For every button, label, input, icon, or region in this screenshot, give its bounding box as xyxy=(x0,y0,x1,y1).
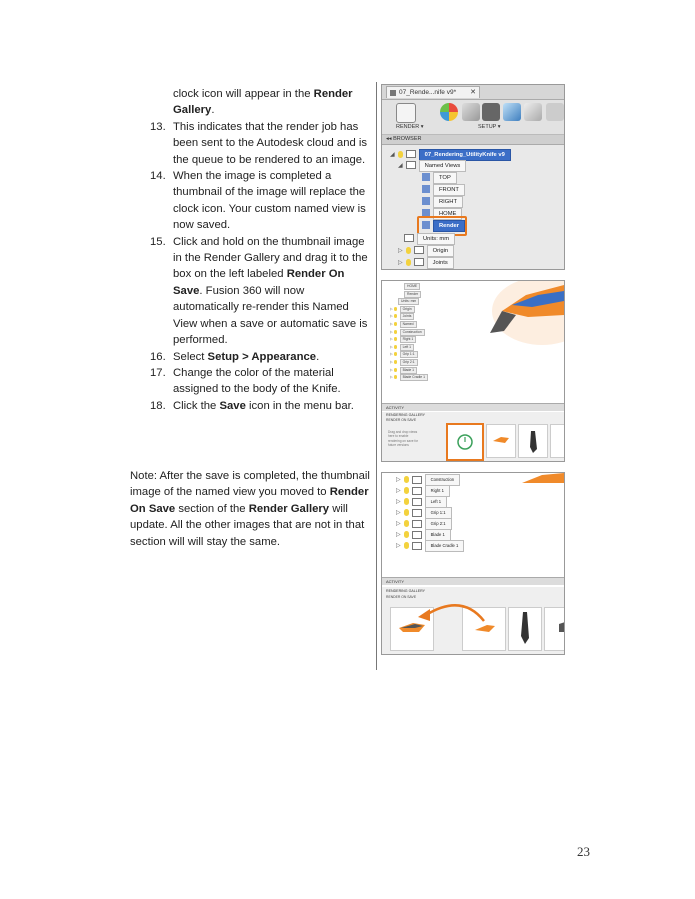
step-17 xyxy=(130,365,370,398)
tree-row-grip-2[interactable] xyxy=(396,518,452,528)
component-icon xyxy=(412,520,422,528)
render-menu-label[interactable]: RENDER ▾ xyxy=(396,124,424,130)
mini-tree-label[interactable]: Blade 1 xyxy=(400,367,418,374)
component-icon xyxy=(412,509,422,517)
activity-label: ACTIVITY xyxy=(386,579,405,584)
expand-icon[interactable]: ▷ xyxy=(396,499,401,505)
document-icon xyxy=(390,90,396,96)
named-view-label[interactable]: HOME xyxy=(433,208,462,220)
named-view-label[interactable]: Render xyxy=(433,220,465,232)
joints-label[interactable]: Joints xyxy=(427,257,454,269)
activity-bar[interactable] xyxy=(382,577,564,585)
visibility-bulb-icon[interactable] xyxy=(406,247,411,254)
visibility-bulb-icon[interactable] xyxy=(394,322,397,326)
origin-folder[interactable] xyxy=(398,245,454,255)
visibility-bulb-icon[interactable] xyxy=(404,498,409,505)
named-view-label[interactable]: FRONT xyxy=(433,184,465,196)
named-view-icon xyxy=(422,185,430,193)
expand-icon[interactable]: ▷ xyxy=(396,543,401,549)
rendering-gallery-title: RENDERING GALLERY xyxy=(386,589,426,593)
document-tab-title: 07_Rende...nife v9* xyxy=(399,89,457,96)
setup-menu-label[interactable]: SETUP ▾ xyxy=(478,124,501,130)
step-16 xyxy=(130,349,370,365)
expand-icon[interactable]: ▷ xyxy=(398,260,403,266)
step-15 xyxy=(130,234,370,349)
mini-tree-label[interactable]: Units: mm xyxy=(398,298,419,305)
named-views-folder[interactable] xyxy=(398,160,466,170)
visibility-bulb-icon[interactable] xyxy=(404,509,409,516)
named-view-label[interactable]: RIGHT xyxy=(433,196,463,208)
visibility-bulb-icon[interactable] xyxy=(404,476,409,483)
expand-icon[interactable]: ▷ xyxy=(396,477,401,483)
tree-row-right-1[interactable] xyxy=(396,485,450,495)
column-divider xyxy=(376,82,377,670)
note-bold: Render Gallery xyxy=(248,502,330,515)
component-icon xyxy=(406,150,416,158)
component-icon xyxy=(412,542,422,550)
step-12-tail: . xyxy=(211,104,215,117)
mini-browser-tree xyxy=(390,283,428,382)
step-text: Change the color of the material assigned to the body of the Knife. xyxy=(173,366,341,396)
origin-label[interactable]: Origin xyxy=(427,245,454,257)
named-view-icon xyxy=(422,173,430,181)
expand-icon[interactable]: ◢ xyxy=(398,163,403,169)
tree-label[interactable]: Right 1 xyxy=(425,485,450,497)
render-on-save-label: RENDER ON SAVE xyxy=(386,418,417,422)
joints-folder[interactable] xyxy=(398,257,454,267)
expand-icon[interactable]: ▷ xyxy=(396,521,401,527)
clock-icon xyxy=(448,425,482,459)
step-12-continuation xyxy=(130,86,370,119)
tree-row-grip-1[interactable] xyxy=(396,507,452,517)
folder-icon xyxy=(406,161,416,169)
step-text: Click and hold on the thumbnail image in the Render Gallery and drag it to the box on the left labeled xyxy=(173,235,368,281)
step-14 xyxy=(130,168,370,234)
render-thumbnail[interactable] xyxy=(550,424,565,458)
rendering-gallery-title: RENDERING GALLERY xyxy=(386,413,426,417)
step-number: 13. xyxy=(150,120,166,133)
step-text-tail: . Fusion 360 will now automatically re-render this Named View when a save or automatic save is performed. xyxy=(173,284,368,347)
visibility-bulb-icon[interactable] xyxy=(394,360,397,364)
expand-icon[interactable]: ▷ xyxy=(398,248,403,254)
expand-icon[interactable]: ▷ xyxy=(396,488,401,494)
collapse-icon[interactable]: ◂◂ xyxy=(386,136,394,142)
mini-tree-label[interactable]: Construction xyxy=(400,329,425,336)
step-text-tail: icon in the menu bar. xyxy=(245,399,354,412)
tree-row-left-1[interactable] xyxy=(396,496,447,506)
mini-tree-label[interactable]: Origin xyxy=(400,306,415,313)
browser-header xyxy=(382,135,564,145)
mini-tree-row[interactable] xyxy=(390,283,428,291)
expand-icon[interactable]: ▷ xyxy=(396,532,401,538)
note-text: section of the xyxy=(175,502,249,515)
mini-tree-label[interactable]: Left 1 xyxy=(400,344,414,351)
step-text: This indicates that the render job has been sent to the Autodesk cloud and is the queue to be rendered to an image. xyxy=(173,120,368,166)
note-paragraph xyxy=(130,468,370,550)
step-bold: Render On Save xyxy=(173,268,345,297)
render-thumbnail[interactable] xyxy=(518,424,548,458)
visibility-bulb-icon[interactable] xyxy=(394,345,397,349)
mini-tree-row[interactable]: ▷ Blade Cradle 1 xyxy=(390,374,428,382)
note-text: will update. All the other images that are not in that section will will stay the same. xyxy=(130,502,365,548)
visibility-bulb-icon[interactable] xyxy=(394,307,397,311)
component-icon xyxy=(412,487,422,495)
expand-icon[interactable]: ◢ xyxy=(390,152,395,158)
mini-tree-row[interactable]: ▷ Right 1 xyxy=(390,336,428,344)
render-in-progress-thumbnail[interactable] xyxy=(446,423,484,461)
mini-tree-label[interactable]: Grip 1:1 xyxy=(400,351,418,358)
component-icon xyxy=(412,498,422,506)
texture-map-icon[interactable] xyxy=(546,103,564,121)
mini-tree-row[interactable] xyxy=(390,298,428,306)
expand-icon[interactable]: ▷ xyxy=(396,510,401,516)
step-18 xyxy=(130,398,370,414)
activity-label: ACTIVITY xyxy=(386,405,405,410)
activity-bar[interactable] xyxy=(382,403,564,411)
named-view-top[interactable] xyxy=(422,172,457,182)
instruction-text xyxy=(130,86,370,414)
mini-tree-row[interactable]: ▷ Named xyxy=(390,321,428,329)
rendering-gallery xyxy=(382,412,564,461)
render-thumbnail[interactable] xyxy=(508,607,542,651)
document-tab[interactable] xyxy=(386,86,480,98)
render-workspace-icon[interactable] xyxy=(396,103,416,123)
named-view-front[interactable] xyxy=(422,184,465,194)
screenshot-browser-named-views xyxy=(381,84,565,270)
tree-label[interactable]: Grip 2:1 xyxy=(425,518,452,530)
drag-arrow-icon xyxy=(412,591,492,631)
step-text: Select xyxy=(173,350,208,363)
utility-knife-model xyxy=(482,281,564,359)
visibility-bulb-icon[interactable] xyxy=(406,259,411,266)
render-thumbnail[interactable] xyxy=(486,424,516,458)
tree-row-blade-1[interactable] xyxy=(396,529,451,539)
tree-label[interactable]: Grip 1:1 xyxy=(425,507,452,519)
mini-tree-label[interactable]: Blade Cradle 1 xyxy=(400,374,428,381)
decal-icon[interactable] xyxy=(524,103,542,121)
tree-label[interactable]: Left 1 xyxy=(425,496,447,508)
step-text: Click the xyxy=(173,399,220,412)
close-icon[interactable]: ✕ xyxy=(470,89,476,96)
visibility-bulb-icon[interactable] xyxy=(394,337,397,341)
visibility-bulb-icon[interactable] xyxy=(394,352,397,356)
mini-tree-label[interactable]: HOME xyxy=(404,283,420,290)
units-row[interactable] xyxy=(404,233,455,243)
step-bold: Setup > Appearance xyxy=(207,350,317,363)
step-number: 17. xyxy=(150,366,166,379)
step-text: When the image is completed a thumbnail of the image will replace the clock icon. Your custom named view is now saved. xyxy=(173,170,366,232)
step-list xyxy=(130,119,370,414)
step-text-tail: . xyxy=(316,350,320,363)
mini-tree-row[interactable]: ▷ Joints xyxy=(390,313,428,321)
screenshot-render-gallery-clock xyxy=(381,280,565,462)
mini-tree-row[interactable]: ▷ Grip 1:1 xyxy=(390,351,428,359)
visibility-bulb-icon[interactable] xyxy=(404,542,409,549)
camera-icon[interactable] xyxy=(482,103,500,121)
environment-icon[interactable] xyxy=(503,103,521,121)
scene-settings-icon[interactable] xyxy=(462,103,480,121)
tree-label[interactable]: Blade 1 xyxy=(425,529,451,541)
visibility-bulb-icon[interactable] xyxy=(398,151,403,158)
screenshot-render-on-save-drag xyxy=(381,472,565,655)
note-bold: Render On Save xyxy=(130,486,369,515)
render-thumbnail[interactable] xyxy=(544,607,565,651)
visibility-bulb-icon[interactable] xyxy=(394,368,397,372)
step-number: 15. xyxy=(150,235,166,248)
appearance-icon[interactable] xyxy=(440,103,458,121)
step-bold: Save xyxy=(219,399,246,412)
visibility-bulb-icon[interactable] xyxy=(404,487,409,494)
folder-icon xyxy=(414,258,424,266)
visibility-bulb-icon[interactable] xyxy=(394,314,397,318)
folder-icon xyxy=(414,246,424,254)
note-text: Note: After the save is completed, the thumbnail image of the named view you moved to xyxy=(130,470,370,499)
knife-model-partial xyxy=(522,473,564,487)
component-icon xyxy=(412,531,422,539)
document-tab-bar xyxy=(382,85,564,100)
mini-tree-row[interactable] xyxy=(390,291,428,299)
visibility-bulb-icon[interactable] xyxy=(404,531,409,538)
visibility-bulb-icon[interactable] xyxy=(404,520,409,527)
mini-tree-row[interactable]: ▷ Origin xyxy=(390,306,428,314)
render-toolbar xyxy=(382,100,564,135)
step-number: 18. xyxy=(150,399,166,412)
tree-row-blade-cradle-1[interactable] xyxy=(396,540,464,550)
tree-label[interactable]: Construction xyxy=(425,474,461,486)
named-view-label[interactable]: TOP xyxy=(433,172,457,184)
render-on-save-drop-hint: Drag and drop views here to enable rendering on save for future versions xyxy=(388,430,419,448)
render-on-save-label: RENDER ON SAVE xyxy=(386,595,417,599)
page-number: 23 xyxy=(577,844,590,859)
folder-icon xyxy=(412,476,422,484)
visibility-bulb-icon[interactable] xyxy=(394,375,397,379)
mini-tree-label[interactable]: Render xyxy=(404,291,421,298)
mini-tree-label[interactable]: Right 1 xyxy=(400,336,417,343)
mini-tree-row[interactable]: ▷ Left 1 xyxy=(390,344,428,352)
document-settings-icon xyxy=(404,234,414,242)
mini-tree-row[interactable]: ▷ Grip 2:1 xyxy=(390,359,428,367)
tree-root[interactable] xyxy=(390,149,511,159)
step-number: 16. xyxy=(150,350,166,363)
step-13 xyxy=(130,119,370,168)
named-views-label[interactable]: Named Views xyxy=(419,160,467,172)
step-12-text: clock icon will appear in the xyxy=(173,88,314,100)
visibility-bulb-icon[interactable] xyxy=(394,330,397,334)
mini-tree-row[interactable]: ▷ Blade 1 xyxy=(390,367,428,375)
browser-title: BROWSER xyxy=(393,136,422,142)
mini-tree-label[interactable]: Joints xyxy=(400,313,415,320)
mini-tree-row[interactable]: ▷ Construction xyxy=(390,329,428,337)
tree-row-construction[interactable] xyxy=(396,474,460,484)
units-label: Units: mm xyxy=(417,233,455,245)
tree-label[interactable]: Blade Cradle 1 xyxy=(425,540,465,552)
named-view-right[interactable] xyxy=(422,196,463,206)
root-component-label[interactable]: 07_Rendering_UtilityKnife v9 xyxy=(419,149,511,161)
step-12-bold: Render Gallery xyxy=(173,88,353,117)
mini-tree-label[interactable]: Named xyxy=(400,321,417,328)
mini-tree-label[interactable]: Grip 2:1 xyxy=(400,359,418,366)
named-view-icon xyxy=(422,197,430,205)
step-number: 14. xyxy=(150,170,166,183)
